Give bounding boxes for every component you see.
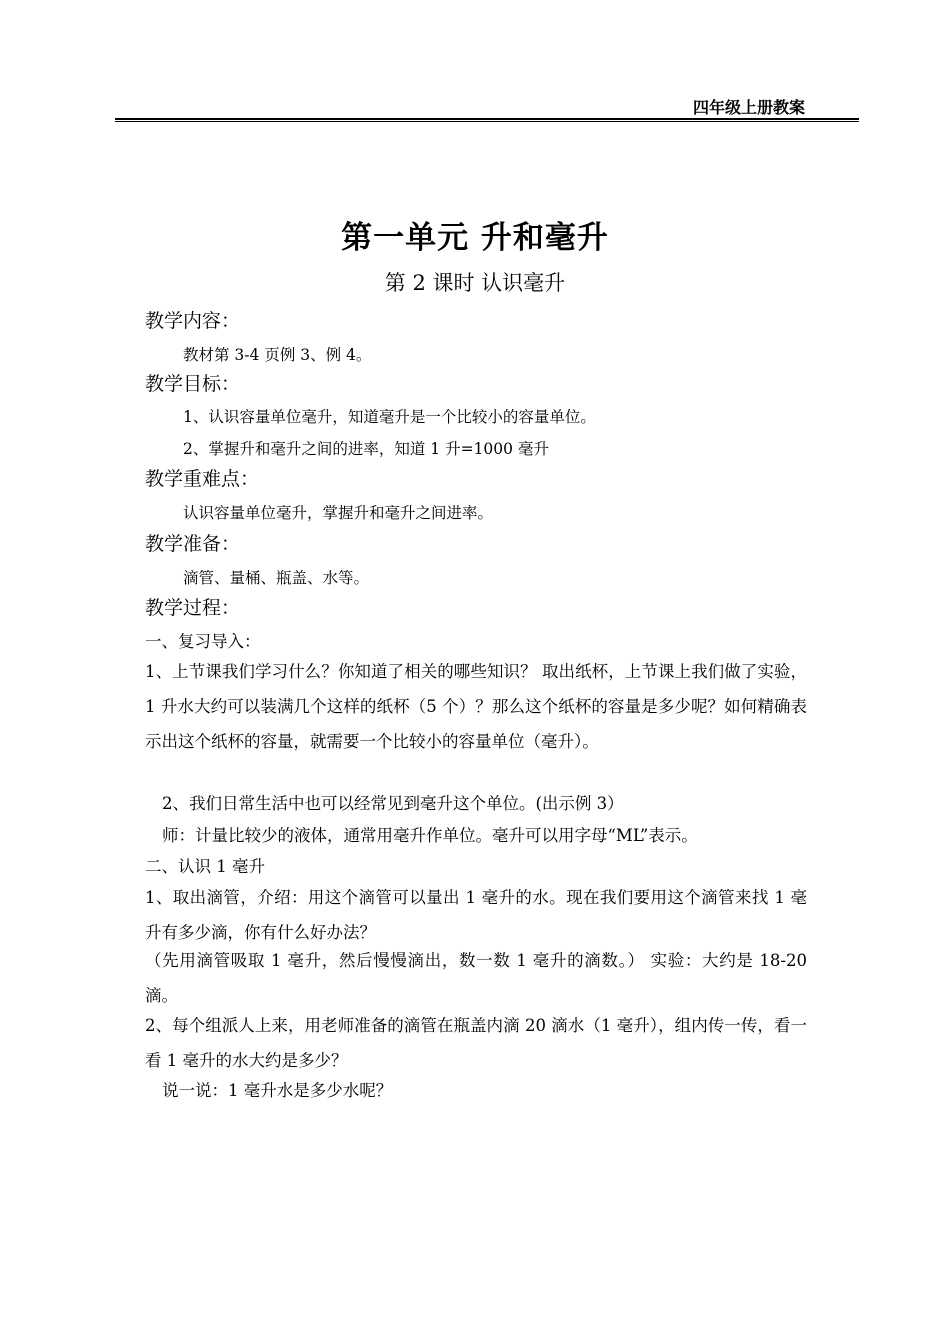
heading-content: 教学内容： xyxy=(145,310,241,332)
paragraph-6: 2、每个组派人上来，用老师准备的滴管在瓶盖内滴 20 滴水（1 毫升），组内传一传，看一看 1 毫升的水大约是多少？ xyxy=(145,1016,807,1070)
heading-goals: 教学目标： xyxy=(145,373,241,395)
heading-key: 教学重难点： xyxy=(145,468,260,490)
header-title: 四年级上册教案 xyxy=(692,98,805,117)
goal-item-1: 1、认识容量单位毫升，知道毫升是一个比较小的容量单位。 xyxy=(183,408,596,426)
paragraph-7: 说一说：1 毫升水是多少水呢？ xyxy=(162,1081,393,1100)
page-title: 第一单元 升和毫升 xyxy=(341,220,609,256)
paragraph-4: 1、取出滴管，介绍：用这个滴管可以量出 1 毫升的水。现在我们要用这个滴管来找 1 毫升有多少滴，你有什么好办法？ xyxy=(145,888,807,942)
paragraph-1: 1、上节课我们学习什么？你知道了相关的哪些知识？ 取出纸杯，上节课上我们做了实验，1 升水大约可以装满几个这样的纸杯（5 个）？那么这个纸杯的容量是多少呢？如何精确表示出这个纸杯的容量，就需要一个比较小的容量单位（毫升）。 xyxy=(145,662,807,751)
lesson-subtitle: 第 2 课时 认识毫升 xyxy=(384,271,566,295)
part1-title: 一、复习导入： xyxy=(145,632,261,651)
content-text: 教材第 3-4 页例 3、例 4。 xyxy=(183,346,372,364)
paragraph-3: 师：计量比较少的液体，通常用毫升作单位。毫升可以用字母“ML”表示。 xyxy=(162,826,698,845)
heading-prep: 教学准备： xyxy=(145,533,241,555)
key-text: 认识容量单位毫升，掌握升和毫升之间进率。 xyxy=(183,504,494,522)
header-rule xyxy=(115,118,859,122)
goal-item-2: 2、掌握升和毫升之间的进率，知道 1 升=1000 毫升 xyxy=(183,440,549,458)
paragraph-2: 2、我们日常生活中也可以经常见到毫升这个单位。(出示例 3） xyxy=(162,794,624,813)
heading-process: 教学过程： xyxy=(145,597,241,619)
paragraph-5: （先用滴管吸取 1 毫升，然后慢慢滴出，数一数 1 毫升的滴数。） 实验：大约是 18-20 滴。 xyxy=(145,951,807,1005)
part2-title: 二、认识 1 毫升 xyxy=(145,857,265,876)
prep-text: 滴管、量桶、瓶盖、水等。 xyxy=(183,569,370,587)
